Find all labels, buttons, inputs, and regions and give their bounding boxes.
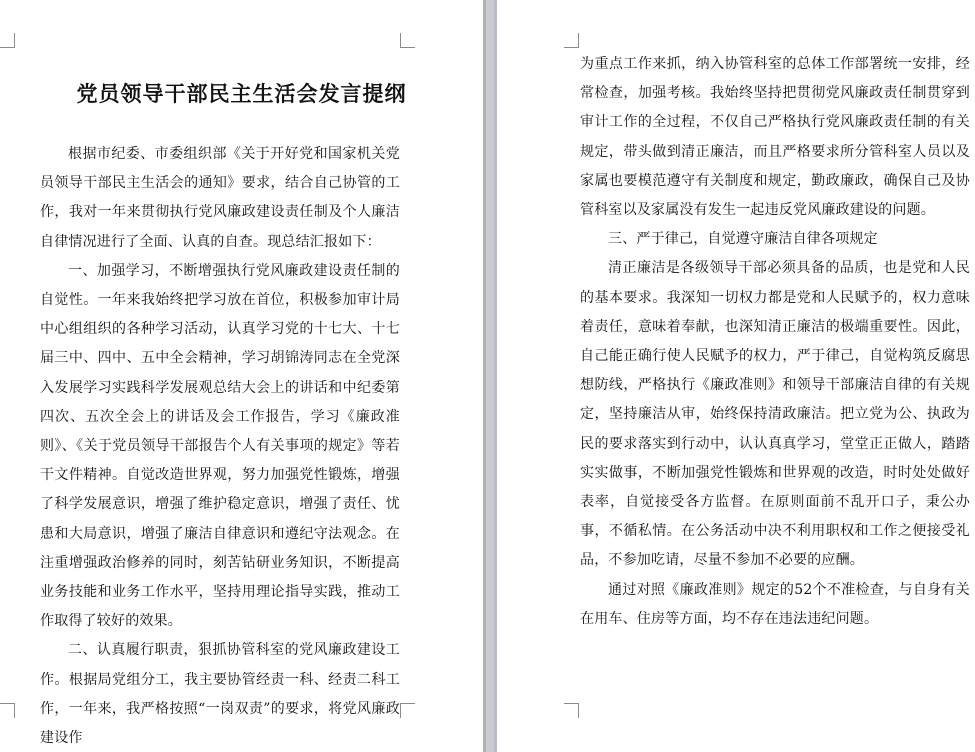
crop-mark-top-left: [0, 33, 15, 48]
left-page-body[interactable]: [40, 140, 400, 752]
paragraph-conclusion: 通过对照《廉政准则》规定的52个不准检查，与自身有关在用车、住房等方面，均不存在违法违纪问题。: [580, 581, 970, 627]
crop-mark-top-right: [400, 33, 415, 48]
paragraph-section-1: 一、加强学习，不断增强执行党风廉政建设责任制的自觉性。一年来我始终把学习放在首位，积极参加审计局中心组组织的各种学习活动，认真学习党的十七大、十七届三中、四中、五中全会精神，学习胡锦涛同志在全党深入发展学习实践科学发展观总结大会上的讲话和中纪委第四次、五次全会上的讲话及会工作报告，学习《廉政准则》、《关于党员领导干部报告个人有关事项的规定》等若干文件精神。自觉改造世界观，努力加强党性锻炼，增强了科学发展意识，增强了维护稳定意识，增强了责任、忧患和大局意识，增强了廉洁自律意识和遵纪守法观念。在注重增强政治修养的同时，刻苦钻研业务知识，不断提高业务技能和业务工作水平，坚持用理论指导实践，推动工作取得了较好的效果。: [40, 262, 400, 630]
crop-mark-top-left-2: [564, 33, 579, 48]
page-gutter: [483, 0, 497, 752]
paragraph-section-2-start: 二、认真履行职责，狠抓协管科室的党风廉政建设工作。根据局党组分工，我主要协管经责一科、经责二科工作，一年来，我严格按照“一岗双责”的要求，将党风廉政建设作: [40, 642, 400, 747]
page-left: [0, 0, 483, 752]
paragraph-intro: 根据市纪委、市委组织部《关于开好党和国家机关党员领导干部民主生活会的通知》要求，结合自己协管的工作，我对一年来贯彻执行党风廉政建设责任制及个人廉洁自律情况进行了全面、认真的自查。现总结汇报如下：: [40, 146, 400, 250]
crop-mark-bottom-right: [400, 703, 415, 718]
crop-mark-bottom-left-2: [564, 703, 579, 718]
crop-mark-bottom-left: [0, 703, 15, 718]
right-page-body[interactable]: [580, 50, 970, 634]
document-title: 党员领导干部民主生活会发言提纲: [76, 81, 407, 106]
paragraph-section-3: 清正廉洁是各级领导干部必须具备的品质，也是党和人民的基本要求。我深知一切权力都是党和人民赋予的，权力意味着责任，意味着奉献，也深知清正廉洁的极端重要性。因此，自己能正确行使人民赋予的权力，严于律己，自觉构筑反腐思想防线，严格执行《廉政准则》和领导干部廉洁自律的有关规定，坚持廉洁从审，始终保持清政廉洁。把立党为公、执政为民的要求落实到行动中，认认真真学习，堂堂正正做人，踏踏实实做事，不断加强党性锻炼和世界观的改造，时时处处做好表率，自觉接受各方监督。在原则面前不乱开口子，秉公办事，不循私情。在公务活动中决不利用职权和工作之便接受礼品，不参加吃请，尽量不参加不必要的应酬。: [580, 260, 970, 569]
paragraph-section-2-cont: 为重点工作来抓，纳入协管科室的总体工作部署统一安排，经常检查，加强考核。我始终坚持把贯彻党风廉政责任制贯穿到审计工作的全过程，不仅自己严格执行党风廉政责任制的有关规定，带头做到清正廉洁，而且严格要求所分管科室人员以及家属也要模范遵守有关制度和规定，勤政廉政，确保自己及协管科室以及家属没有发生一起违反党风廉政建设的问题。: [580, 56, 970, 219]
heading-section-3: 三、严于律己，自觉遵守廉洁自律各项规定: [608, 231, 878, 248]
